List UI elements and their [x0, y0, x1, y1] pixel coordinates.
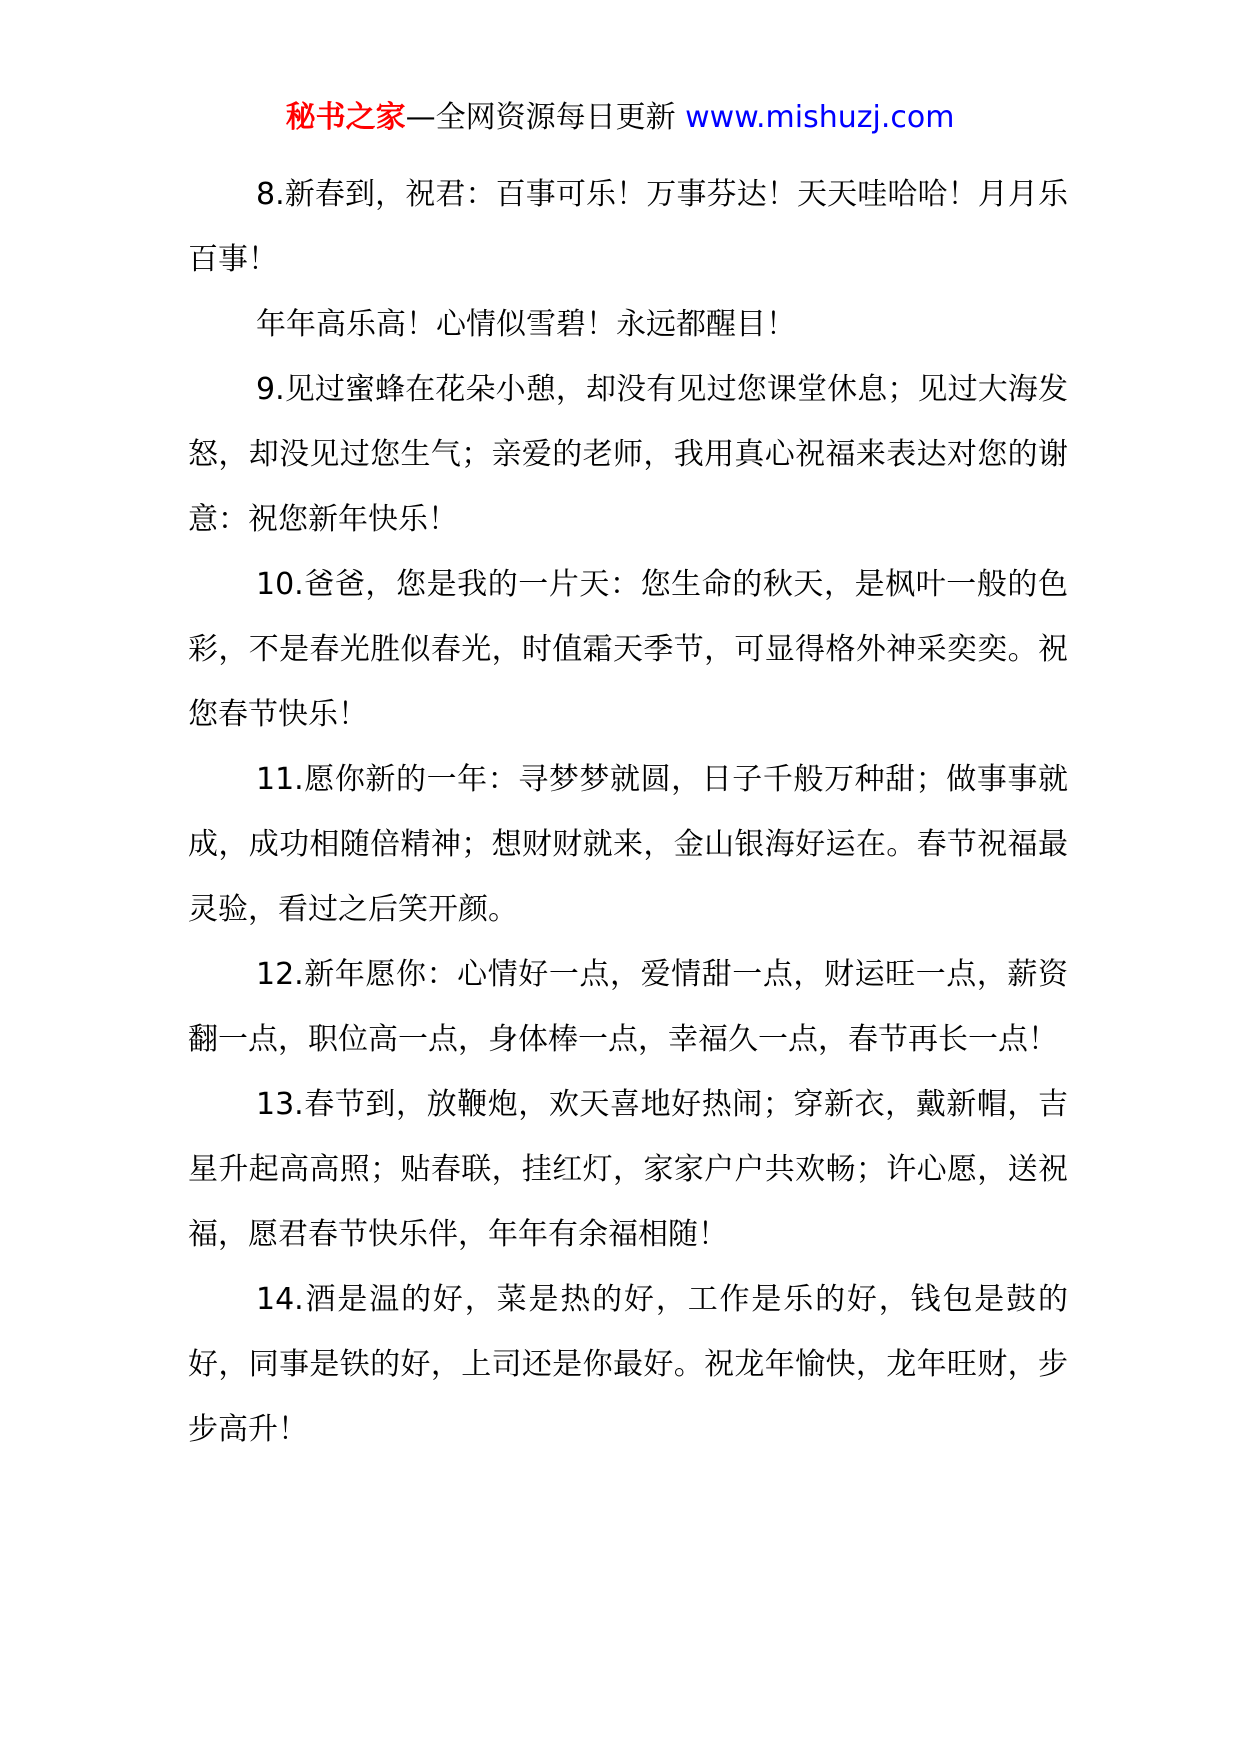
paragraph-14: 14.酒是温的好，菜是热的好，工作是乐的好，钱包是鼓的好，同事是铁的好，上司还是你最好。祝龙年愉快，龙年旺财，步步高升！ — [188, 1282, 1068, 1447]
paragraph-10: 10.爸爸，您是我的一片天：您生命的秋天，是枫叶一般的色彩，不是春光胜似春光，时值霜天季节，可显得格外神采奕奕。祝您春节快乐！ — [188, 567, 1068, 732]
paragraph-13: 13.春节到，放鞭炮，欢天喜地好热闹；穿新衣，戴新帽，吉星升起高高照；贴春联，挂红灯，家家户户共欢畅；许心愿，送祝福，愿君春节快乐伴，年年有余福相随！ — [188, 1087, 1068, 1252]
paragraph-8-continued: 年年高乐高！心情似雪碧！永远都醒目！ — [256, 307, 796, 342]
page-header — [0, 96, 1240, 140]
paragraph-12: 12.新年愿你：心情好一点，爱情甜一点，财运旺一点，薪资翻一点，职位高一点，身体棒一点，幸福久一点，春节再长一点！ — [188, 957, 1068, 1057]
paragraph-9: 9.见过蜜蜂在花朵小憩，却没有见过您课堂休息；见过大海发怒，却没见过您生气；亲爱的老师，我用真心祝福来表达对您的谢意：祝您新年快乐！ — [188, 372, 1068, 537]
document-body — [188, 162, 1068, 1462]
site-url-link[interactable]: www.mishuzj.com — [685, 100, 955, 135]
paragraph-8: 8.新春到，祝君：百事可乐！万事芬达！天天哇哈哈！月月乐百事！ — [188, 177, 1068, 277]
paragraph-11: 11.愿你新的一年：寻梦梦就圆，日子千般万种甜；做事事就成，成功相随倍精神；想财财就来，金山银海好运在。春节祝福最灵验，看过之后笑开颜。 — [188, 762, 1068, 927]
site-tagline: —全网资源每日更新 — [405, 100, 686, 135]
site-brand: 秘书之家 — [285, 100, 406, 135]
